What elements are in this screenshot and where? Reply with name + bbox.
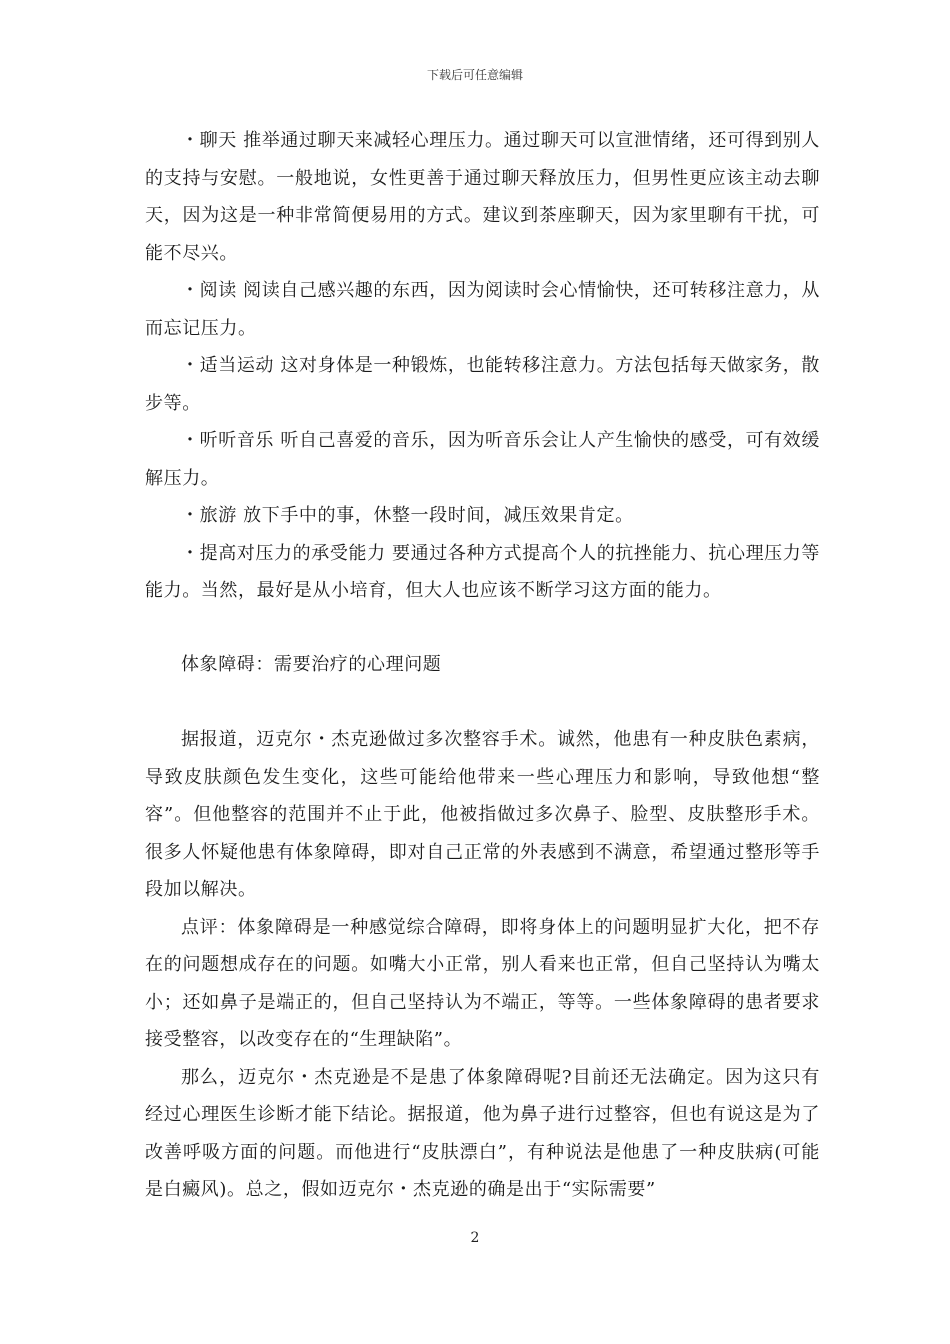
paragraph-stress-tolerance: ・提高对压力的承受能力 要通过各种方式提高个人的抗挫能力、抗心理压力等能力。当然，最好是从小培育，但大人也应该不断学习这方面的能力。 [145,542,820,601]
spacer [145,610,820,646]
page-number: 2 [470,1230,480,1246]
paragraph-comment: 点评：体象障碍是一种感觉综合障碍，即将身体上的问题明显扩大化，把不存在的问题想成存在的问题。如嘴大小正常，别人看来也正常，但自己坚持认为嘴太小；还如鼻子是端正的，但自己坚持认为不端正，等等。一些体象障碍的患者要求接受整容，以改变存在的“生理缺陷”。 [145,916,820,1050]
paragraph-reading: ・阅读 阅读自己感兴趣的东西，因为阅读时会心情愉快，还可转移注意力，从而忘记压力。 [145,280,820,339]
paragraph-report: 据报道，迈克尔・杰克逊做过多次整容手术。诚然，他患有一种皮肤色素病，导致皮肤颜色发生变化，这些可能给他带来一些心理压力和影响，导致他想“整容”。但他整容的范围并不止于此，他被指做过多次鼻子、脸型、皮肤整形手术。很多人怀疑他患有体象障碍，即对自己正常的外表感到不满意，希望通过整形等手段加以解决。 [145,729,820,900]
paragraph-music: ・听听音乐 听自己喜爱的音乐，因为听音乐会让人产生愉快的感受，可有效缓解压力。 [145,430,820,489]
spacer [145,683,820,721]
document-body [145,122,820,1209]
paragraph-chat: ・聊天 推举通过聊天来减轻心理压力。通过聊天可以宣泄情绪，还可得到别人的支持与安慰。一般地说，女性更善于通过聊天释放压力，但男性更应该主动去聊天，因为这是一种非常简便易用的方式。建议到茶座聊天，因为家里聊有干扰，可能不尽兴。 [145,130,820,264]
paragraph-exercise: ・适当运动 这对身体是一种锻炼，也能转移注意力。方法包括每天做家务，散步等。 [145,355,820,414]
paragraph-question: 那么，迈克尔・杰克逊是不是患了体象障碍呢?目前还无法确定。因为这只有经过心理医生诊断才能下结论。据报道，他为鼻子进行过整容，但也有说这是为了改善呼吸方面的问题。而他进行“皮肤漂白”，有种说法是他患了一种皮肤病(可能是白癜风)。总之，假如迈克尔・杰克逊的确是出于“实际需要” [145,1066,820,1200]
section-heading: 体象障碍：需要治疗的心理问题 [181,653,442,675]
paragraph-travel: ・旅游 放下手中的事，休整一段时间，减压效果肯定。 [181,505,634,526]
page-header: 下载后可任意编辑 [426,68,523,82]
